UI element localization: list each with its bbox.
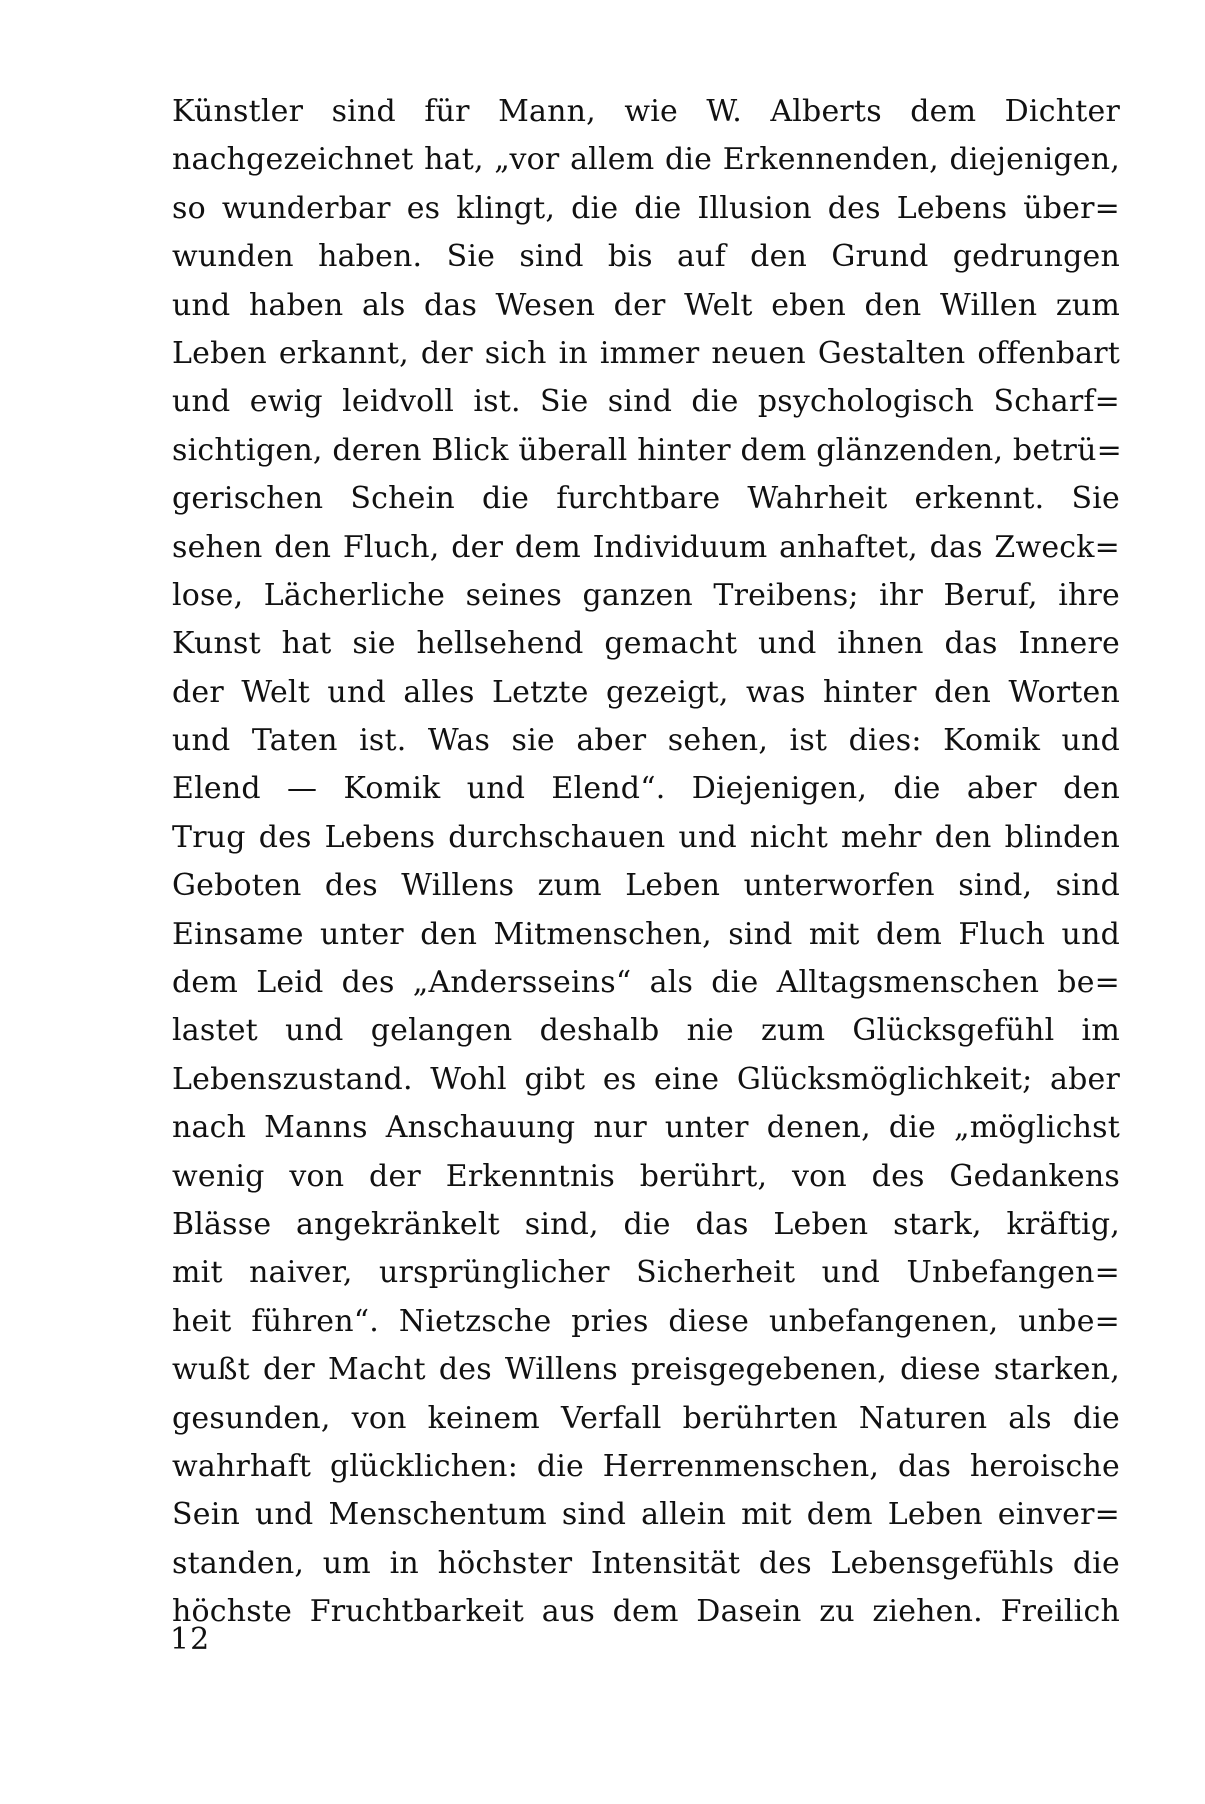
page-number: 12	[170, 1622, 211, 1657]
text-line: der Welt und alles Letzte gezeigt, was hinter den Worten	[172, 674, 1120, 710]
text-line: sichtigen, deren Blick überall hinter dem glänzenden, betrü=	[172, 432, 1122, 468]
text-line: wußt der Macht des Willens preisgegebenen, diese starken,	[172, 1352, 1120, 1388]
text-line: wenig von der Erkenntnis berührt, von des Gedankens	[172, 1158, 1120, 1194]
text-line: Geboten des Willens zum Leben unterworfen sind, sind	[172, 868, 1120, 904]
text-line: dem Leid des „Andersseins“ als die Alltagsmenschen be=	[172, 965, 1120, 1001]
text-line: gesunden, von keinem Verfall berührten Naturen als die	[172, 1400, 1120, 1436]
text-line: mit naiver, ursprünglicher Sicherheit und Unbefangen=	[172, 1255, 1120, 1291]
text-line: lose, Lächerliche seines ganzen Treibens; ihr Beruf, ihre	[172, 577, 1120, 613]
text-line: Sein und Menschentum sind allein mit dem Leben einver=	[172, 1497, 1120, 1533]
body-text	[172, 88, 1120, 1637]
text-line: Lebenszustand. Wohl gibt es eine Glücksmöglichkeit; aber	[172, 1061, 1120, 1097]
text-line: Kunst hat sie hellsehend gemacht und ihnen das Innere	[172, 626, 1120, 662]
text-line: Künstler sind für Mann, wie W. Alberts dem Dichter	[172, 94, 1120, 129]
text-line: lastet und gelangen deshalb nie zum Glücksgefühl im	[172, 1013, 1120, 1049]
text-line: Blässe angekränkelt sind, die das Leben stark, kräftig,	[172, 1206, 1120, 1242]
text-line: wahrhaft glücklichen: die Herrenmenschen, das heroische	[172, 1448, 1120, 1484]
text-line: gerischen Schein die furchtbare Wahrheit erkennt. Sie	[172, 481, 1120, 517]
text-line: und Taten ist. Was sie aber sehen, ist dies: Komik und	[172, 723, 1120, 759]
text-line: heit führen“. Nietzsche pries diese unbefangenen, unbe=	[172, 1303, 1120, 1339]
text-line: höchste Fruchtbarkeit aus dem Dasein zu ziehen. Freilich	[172, 1594, 1120, 1630]
text-line: und ewig leidvoll ist. Sie sind die psychologisch Scharf=	[172, 384, 1120, 420]
text-line: standen, um in höchster Intensität des Lebensgefühls die	[172, 1545, 1120, 1581]
text-line: und haben als das Wesen der Welt eben den Willen zum	[172, 287, 1120, 323]
text-line: Leben erkannt, der sich in immer neuen Gestalten offenbart	[172, 335, 1120, 371]
text-line: so wunderbar es klingt, die die Illusion des Lebens über=	[172, 190, 1120, 226]
text-line: nach Manns Anschauung nur unter denen, die „möglichst	[172, 1110, 1120, 1146]
text-line: wunden haben. Sie sind bis auf den Grund gedrungen	[172, 239, 1120, 275]
text-line: Elend — Komik und Elend“. Diejenigen, die aber den	[172, 771, 1120, 807]
text-line: sehen den Fluch, der dem Individuum anhaftet, das Zweck=	[172, 529, 1120, 565]
text-line: nachgezeichnet hat, „vor allem die Erkennenden, diejenigen,	[172, 142, 1120, 178]
text-line: Trug des Lebens durchschauen und nicht mehr den blinden	[172, 819, 1120, 855]
text-line: Einsame unter den Mitmenschen, sind mit dem Fluch und	[172, 916, 1120, 952]
